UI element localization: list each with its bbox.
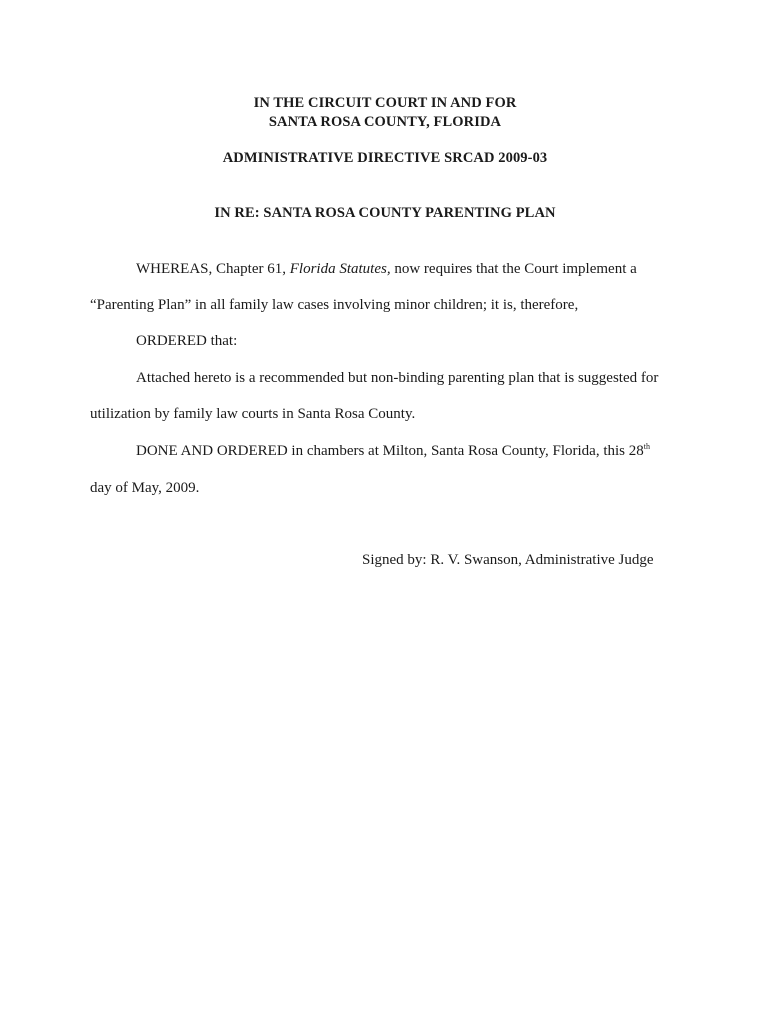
done-line-2: day of May, 2009. (90, 480, 200, 496)
whereas-line-2: “Parenting Plan” in all family law cases involving minor children; it is, therefore, (90, 297, 579, 313)
ordinal-superscript: th (643, 442, 650, 451)
in-re-title: IN RE: SANTA ROSA COUNTY PARENTING PLAN (214, 205, 556, 221)
directive-title: ADMINISTRATIVE DIRECTIVE SRCAD 2009-03 (222, 150, 548, 166)
court-name-line-2: SANTA ROSA COUNTY, FLORIDA (268, 114, 502, 130)
ordered-line: ORDERED that: (136, 333, 238, 349)
signature-line: Signed by: R. V. Swanson, Administrative Judge (362, 552, 654, 568)
done-text: DONE AND ORDERED in chambers at Milton, Santa Rosa County, Florida, this 28 (136, 443, 644, 459)
done-line-1 (136, 443, 650, 460)
attached-line-1: Attached hereto is a recommended but non-binding parenting plan that is suggested for (136, 370, 659, 386)
attached-line-2: utilization by family law courts in Santa Rosa County. (90, 406, 416, 422)
whereas-suffix: now requires that the Court implement a (390, 261, 637, 277)
whereas-statute: Florida Statutes, (289, 261, 391, 277)
court-name-line-1: IN THE CIRCUIT COURT IN AND FOR (253, 95, 517, 111)
whereas-prefix: WHEREAS, Chapter 61, (136, 261, 290, 277)
whereas-line-1 (136, 261, 637, 278)
